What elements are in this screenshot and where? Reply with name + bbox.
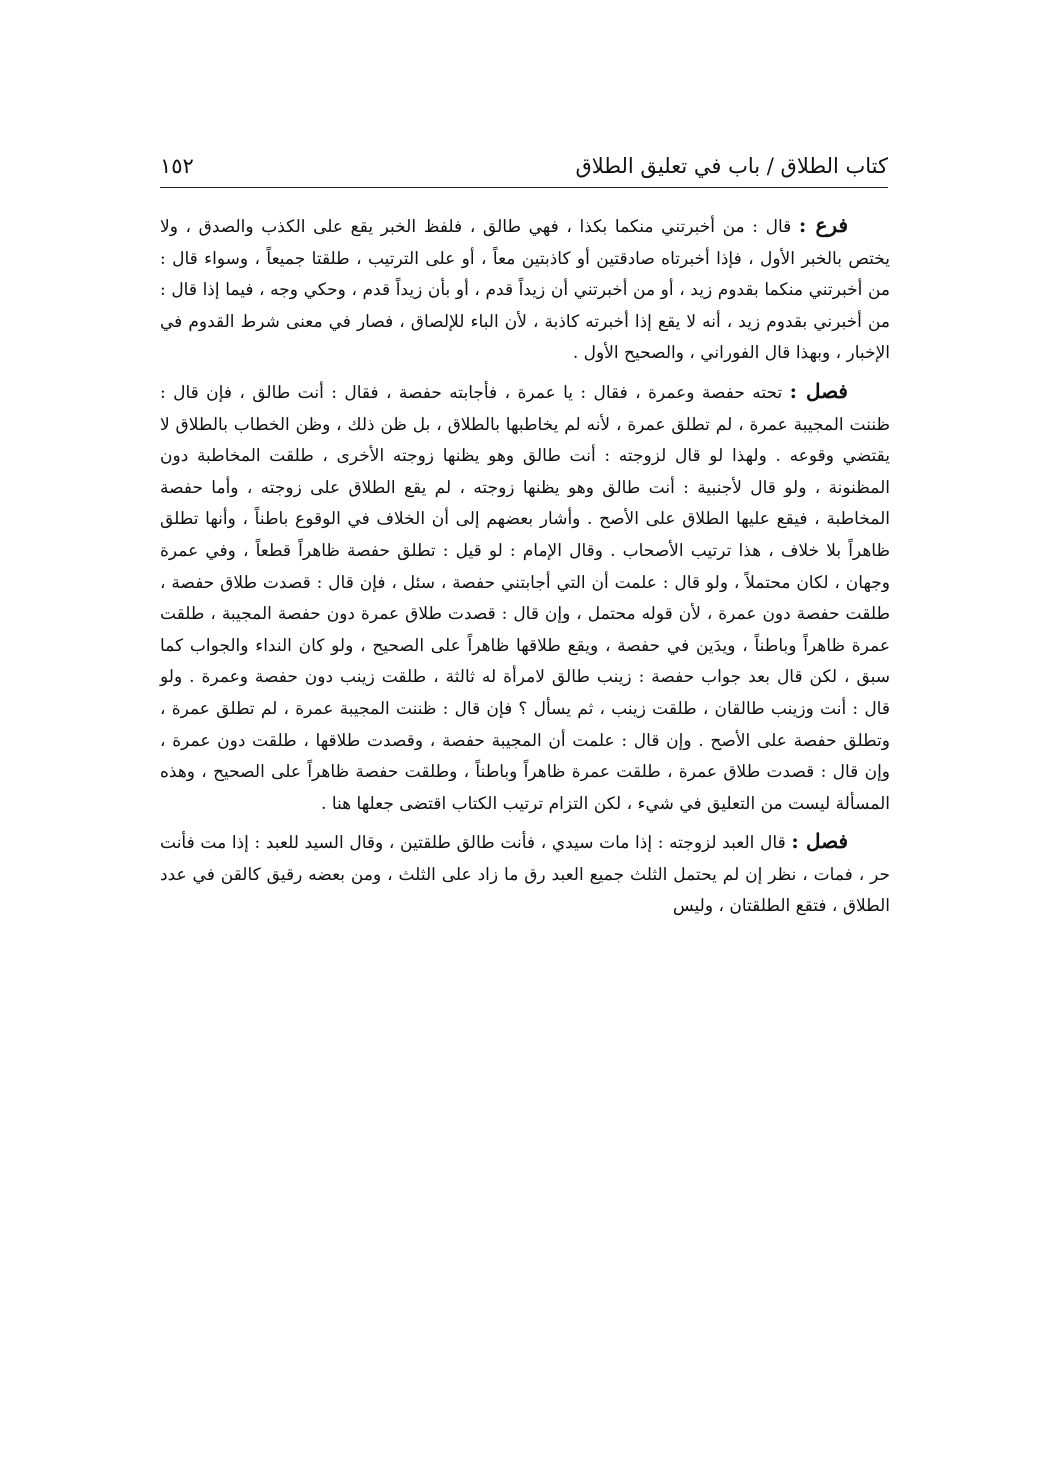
paragraph-fasl-1	[160, 376, 890, 820]
paragraph-far	[160, 210, 890, 370]
paragraph-text: قال : من أخبرتني منكما بكذا ، فهي طالق ، فلفظ الخبر يقع على الكذب والصدق ، ولا يختص بالخبر الأول ، فإذا أخبرتاه صادقتين أو كاذبتين معاً ، أو على الترتيب ، طلقتا جميعاً ، وسواء قال : من أخبرتني منكما بقدوم زيد ، أو من أخبرتني أن زيداً قدم ، أو بأن زيداً قدم ، وحكي وجه ، فيما إذا قال : من أخبرني بقدوم زيد ، أنه لا يقع إذا أخبرته كاذبة ، لأن الباء للإلصاق ، فصار في معنى شرط القدوم في الإخبار ، وبهذا قال الفوراني ، والصحيح الأول .	[160, 217, 890, 364]
paragraph-label: فصل :	[791, 829, 849, 854]
paragraph-fasl-2	[160, 826, 890, 923]
header-divider	[160, 187, 888, 188]
page-number: ١٥٢	[160, 154, 194, 178]
body-text	[160, 210, 890, 929]
paragraph-label: فرع :	[798, 213, 849, 237]
paragraph-text: قال العبد لزوجته : إذا مات سيدي ، فأنت طالق طلقتين ، وقال السيد للعبد : إذا مت فأنت حر ، فمات ، نظر إن لم يحتمل الثلث جميع العبد رق ما زاد على الثلث ، ومن بعضه رقيق كالقن في عدد الطلاق ، فتقع الطلقتان ، وليس	[160, 833, 890, 917]
paragraph-label: فصل :	[789, 378, 848, 403]
running-header	[160, 145, 888, 187]
paragraph-text: تحته حفصة وعمرة ، فقال : يا عمرة ، فأجابته حفصة ، فقال : أنت طالق ، فإن قال : ظننت المجيبة عمرة ، لم تطلق عمرة ، لأنه لم يخاطبها بالطلاق ، بل ظن ذلك ، وظن الخطاب بالطلاق لا يقتضي وقوعه . ولهذا لو قال لزوجته : أنت طالق وهو يظنها زوجته الأخرى ، طلقت المخاطبة دون المظنونة ، ولو قال لأجنبية : أنت طالق وهو يظنها زوجته ، لم يقع الطلاق على زوجته ، وأما حفصة المخاطبة ، فيقع عليها الطلاق على الأصح . وأشار بعضهم إلى أن الخلاف في الوقوع باطناً ، وأنها تطلق ظاهراً بلا خلاف ، هذا ترتيب الأصحاب . وقال الإمام : لو قيل : تطلق حفصة ظاهراً قطعاً ، وفي عمرة وجهان ، لكان محتملاً ، ولو قال : علمت أن التي أجابتني حفصة ، سئل ، فإن قال : قصدت طلاق حفصة ، طلقت حفصة دون عمرة ، لأن قوله محتمل ، وإن قال : قصدت طلاق عمرة دون حفصة المجيبة ، طلقت عمرة ظاهراً وباطناً ، ويدَين في حفصة ، ويقع طلاقها ظاهراً على الصحيح ، ولو كان النداء والجواب كما سبق ، لكن قال بعد جواب حفصة : زينب طالق لامرأة له ثالثة ، طلقت زينب دون حفصة وعمرة . ولو قال : أنت وزينب طالقان ، طلقت زينب ، ثم يسأل ؟ فإن قال : ظننت المجيبة عمرة ، لم تطلق عمرة ، وتطلق حفصة على الأصح . وإن قال : علمت أن المجيبة حفصة ، وقصدت طلاقها ، طلقت دون عمرة ، وإن قال : قصدت طلاق عمرة ، طلقت عمرة ظاهراً وباطناً ، وطلقت حفصة ظاهراً على الصحيح ، وهذه المسألة ليست من التعليق في شيء ، لكن التزام ترتيب الكتاب اقتضى جعلها هنا .	[160, 382, 891, 814]
header-title: كتاب الطلاق / باب في تعليق الطلاق	[575, 154, 888, 178]
